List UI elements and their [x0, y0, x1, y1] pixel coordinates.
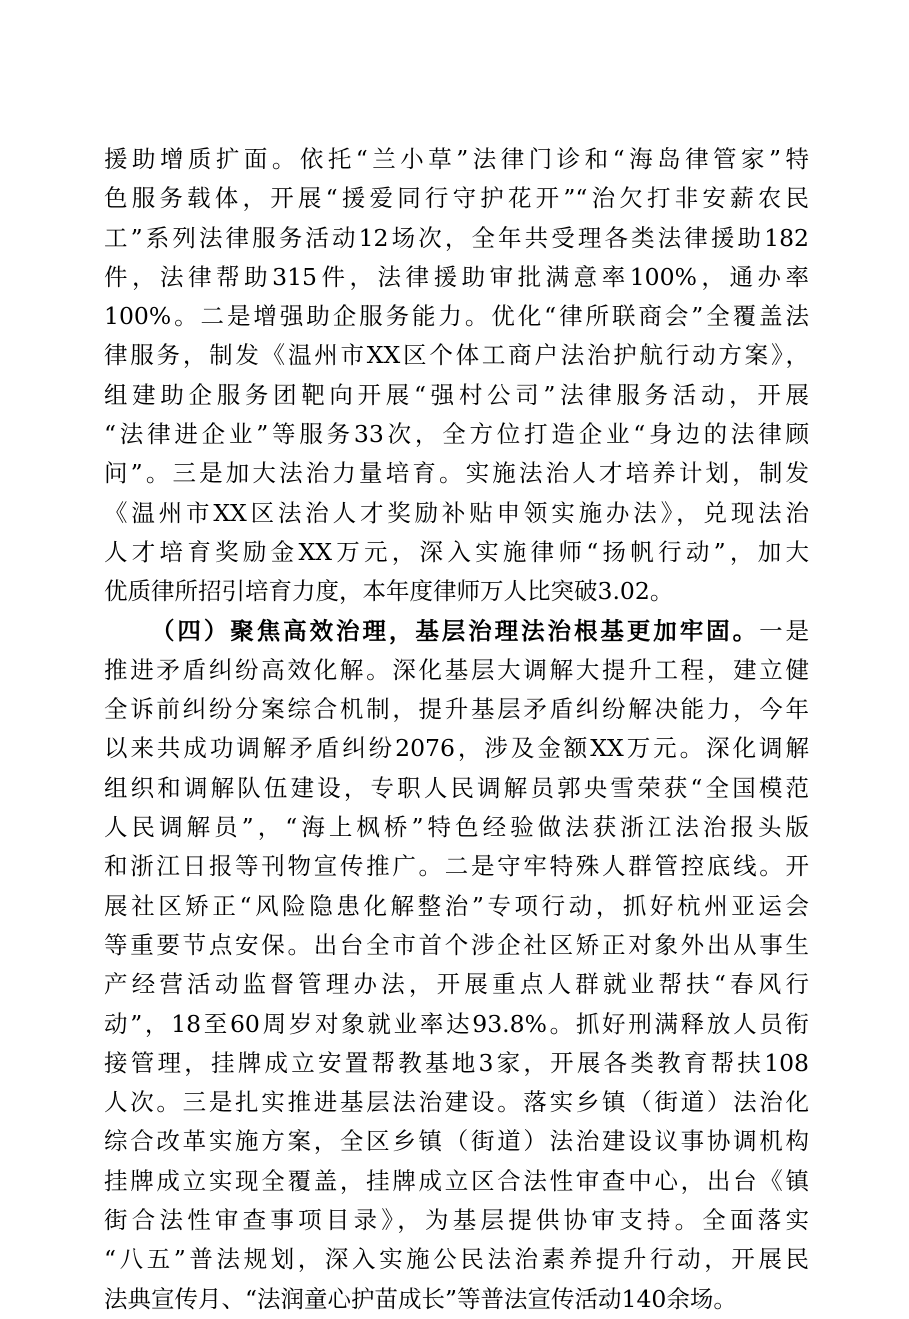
text-line: 律服务，制发《温州市XX区个体工商户法治护航行动方案》，	[104, 341, 809, 370]
text-line: 全诉前纠纷分案综合机制，提升基层矛盾纠纷解决能力，今年	[104, 695, 809, 724]
text-line: 挂牌成立实现全覆盖，挂牌成立区合法性审查中心，出台《镇	[104, 1166, 809, 1195]
text-line: 街合法性审查事项目录》，为基层提供协审支持。全面落实	[104, 1206, 809, 1235]
text-line: 件，法律帮助315件，法律援助审批满意率100%，通办率	[104, 262, 809, 291]
paragraph-legal-aid	[104, 140, 809, 612]
text-line: 100%。二是增强助企服务能力。优化“律所联商会”全覆盖法	[104, 302, 809, 331]
text-line: 组建助企服务团靶向开展“强村公司”法律服务活动，开展	[104, 380, 809, 409]
text-line: 和浙江日报等刊物宣传推广。二是守牢特殊人群管控底线。开	[104, 852, 809, 881]
text-line: “八五”普法规划，深入实施公民法治素养提升行动，开展民	[104, 1245, 809, 1274]
text-line: 《温州市XX区法治人才奖励补贴申领实施办法》，兑现法治	[104, 498, 809, 527]
text-line: 动”，18至60周岁对象就业率达93.8%。抓好刑满释放人员衔	[104, 1009, 809, 1038]
text-line: 人民调解员”，“海上枫桥”特色经验做法获浙江法治报头版	[104, 813, 809, 842]
text-line: 组织和调解队伍建设，专职人民调解员郭央雪荣获“全国模范	[104, 773, 809, 802]
text-line: 展社区矫正“风险隐患化解整治”专项行动，抓好杭州亚运会	[104, 891, 809, 920]
text-line: 等重要节点安保。出台全市首个涉企社区矫正对象外出从事生	[104, 930, 809, 959]
document-body	[104, 140, 809, 1319]
text-line: 优质律所招引培育力度，本年度律师万人比突破3.02。	[104, 577, 674, 606]
text-line: 产经营活动监督管理办法，开展重点人群就业帮扶“春风行	[104, 970, 809, 999]
text-line: 问”。三是加大法治力量培育。实施法治人才培养计划，制发	[104, 459, 809, 488]
paragraph-grassroots-governance	[104, 612, 809, 1319]
heading-line-rest: 一是	[759, 616, 809, 645]
text-line: 以来共成功调解矛盾纠纷2076，涉及金额XX万元。深化调解	[104, 734, 809, 763]
text-line: 色服务载体，开展“援爱同行守护花开”“治欠打非安薪农民	[104, 184, 809, 213]
text-line: 推进矛盾纠纷高效化解。深化基层大调解大提升工程，建立健	[104, 655, 809, 684]
section-heading-line	[104, 612, 809, 651]
text-line: 援助增质扩面。依托“兰小草”法律门诊和“海岛律管家”特	[104, 145, 809, 173]
text-line: 人次。三是扎实推进基层法治建设。落实乡镇（街道）法治化	[104, 1088, 809, 1117]
section-heading: （四）聚焦高效治理，基层治理法治根基更加牢固。	[151, 616, 760, 645]
text-line: 人才培育奖励金XX万元，深入实施律师“扬帆行动”，加大	[104, 537, 809, 566]
text-line: “法律进企业”等服务33次，全方位打造企业“身边的法律顾	[104, 420, 809, 449]
text-line: 工”系列法律服务活动12场次，全年共受理各类法律援助182	[104, 223, 809, 252]
text-line: 接管理，挂牌成立安置帮教基地3家，开展各类教育帮扶108	[104, 1048, 809, 1077]
text-line: 法典宣传月、“法润童心护苗成长”等普法宣传活动140余场。	[104, 1284, 737, 1313]
text-line: 综合改革实施方案，全区乡镇（街道）法治建设议事协调机构	[104, 1127, 809, 1156]
